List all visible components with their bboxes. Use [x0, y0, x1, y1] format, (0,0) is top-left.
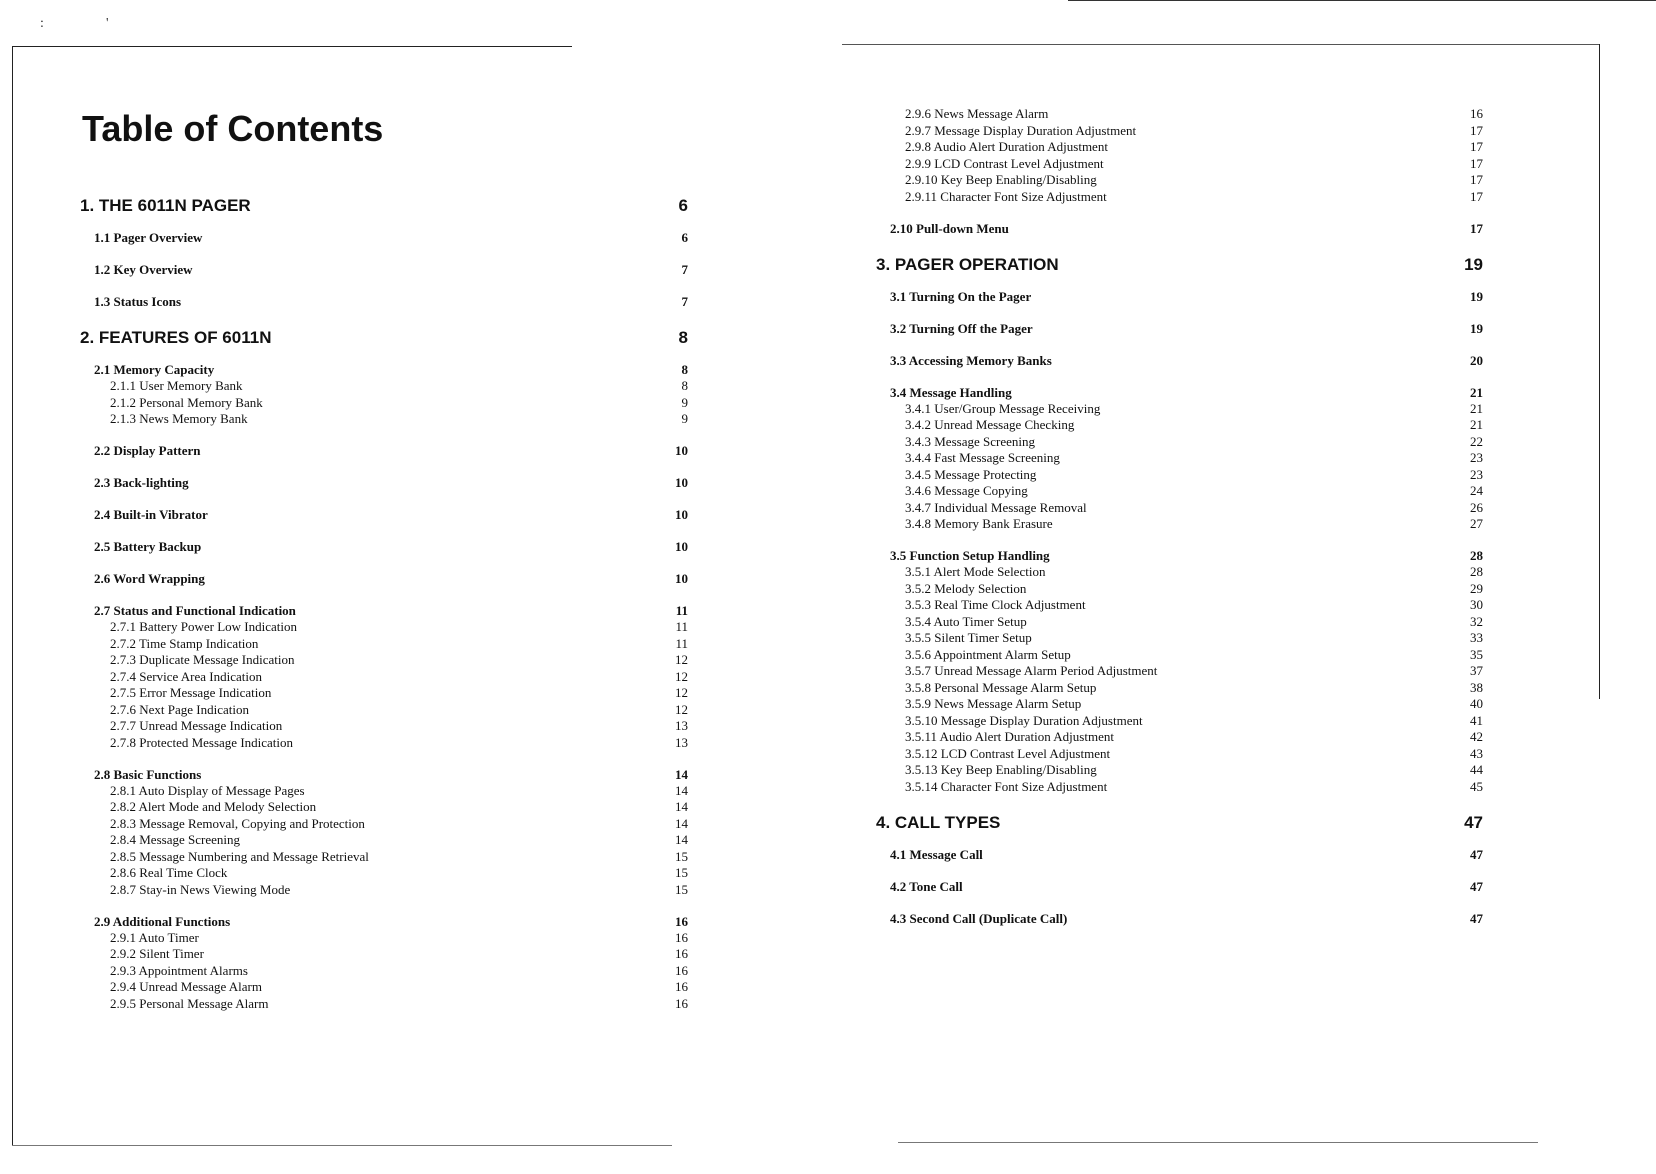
toc-entry-page-number: 43 — [1470, 745, 1483, 761]
toc-entry-label: 2.9.6 News Message Alarm — [905, 106, 1049, 121]
toc-entry-label: 3.5.3 Real Time Clock Adjustment — [905, 597, 1086, 612]
toc-entry — [94, 228, 688, 248]
toc-entry-page-number: 26 — [1470, 499, 1483, 515]
toc-entry-label: 3.4.6 Message Copying — [905, 483, 1028, 498]
toc-entry-page-number: 21 — [1470, 384, 1483, 400]
toc-entry-page-number: 35 — [1470, 646, 1483, 662]
toc-entry-label: 3.5.9 News Message Alarm Setup — [905, 696, 1082, 711]
toc-entry-label: 4.2 Tone Call — [890, 878, 963, 894]
toc-entry-label: 3.4.4 Fast Message Screening — [905, 450, 1060, 465]
toc-entry-label: 2.8.7 Stay-in News Viewing Mode — [110, 881, 291, 897]
toc-entry-page-number: 22 — [1470, 433, 1483, 449]
toc-entry-label: 3.5.4 Auto Timer Setup — [905, 613, 1027, 629]
toc-entry-page-number: 13 — [675, 718, 688, 733]
toc-entry-label: 3.4.3 Message Screening — [905, 433, 1035, 449]
toc-entry-page-number: 47 — [1470, 878, 1483, 894]
toc-entry — [905, 187, 1483, 207]
toc-entry-label: 2.8 Basic Functions — [94, 766, 202, 782]
toc-right-column — [828, 0, 1656, 1174]
toc-entry-label: 3.5.1 Alert Mode Selection — [905, 564, 1046, 579]
toc-entry-label: 4.1 Message Call — [890, 846, 983, 862]
toc-entry-label: 2.7.1 Battery Power Low Indication — [110, 619, 298, 634]
toc-entry-page-number: 16 — [675, 913, 688, 929]
toc-entry-label: 2.9.7 Message Display Duration Adjustment — [905, 122, 1137, 138]
toc-entry-page-number: 12 — [675, 652, 688, 667]
toc-entry-page-number: 16 — [675, 995, 688, 1011]
toc-entry-label: 1. THE 6011N PAGER — [80, 196, 251, 215]
toc-entry-page-number: 42 — [1470, 729, 1483, 744]
toc-entry-label: 3.4.2 Unread Message Checking — [905, 417, 1075, 432]
toc-entry — [890, 319, 1483, 339]
toc-entry-label: 2.10 Pull-down Menu — [890, 220, 1009, 236]
toc-entry-label: 3.5.2 Melody Selection — [905, 580, 1027, 596]
toc-entry-label: 3.4 Message Handling — [890, 384, 1012, 400]
toc-entry-page-number: 13 — [675, 734, 688, 750]
toc-entry-label: 2.7.5 Error Message Indication — [110, 685, 272, 700]
toc-entry-label: 3.5.5 Silent Timer Setup — [905, 630, 1032, 645]
toc-entry-label: 2.7.4 Service Area Indication — [110, 668, 262, 684]
toc-entry-page-number: 19 — [1470, 288, 1483, 304]
toc-entry-page-number: 23 — [1470, 466, 1483, 482]
toc-entry-page-number: 11 — [675, 603, 688, 618]
toc-entry-label: 4.3 Second Call (Duplicate Call) — [890, 910, 1068, 926]
toc-entry-label: 2.8.5 Message Numbering and Message Retrieval — [110, 848, 369, 864]
toc-entry-label: 2.9.2 Silent Timer — [110, 946, 204, 961]
toc-entry — [110, 409, 688, 429]
toc-entry — [94, 473, 688, 493]
toc-entry-page-number: 14 — [675, 832, 688, 847]
toc-entry-label: 3.5.13 Key Beep Enabling/Disabling — [905, 762, 1097, 777]
toc-entry-page-number: 12 — [675, 668, 688, 684]
toc-entry-label: 2.9.9 LCD Contrast Level Adjustment — [905, 155, 1104, 171]
toc-entry-label: 3.5.7 Unread Message Alarm Period Adjustment — [905, 663, 1158, 678]
toc-entry-label: 1.1 Pager Overview — [94, 230, 203, 245]
toc-entry-page-number: 14 — [675, 799, 688, 814]
right-page — [828, 0, 1656, 1174]
toc-entry-page-number: 29 — [1470, 580, 1483, 596]
toc-entry-page-number: 47 — [1470, 846, 1483, 862]
toc-entry-page-number: 21 — [1470, 417, 1483, 432]
toc-entry — [890, 877, 1483, 897]
toc-entry — [890, 845, 1483, 865]
toc-entry-label: 2.7.7 Unread Message Indication — [110, 718, 283, 733]
toc-entry-label: 3.5.14 Character Font Size Adjustment — [905, 778, 1108, 794]
toc-entry-page-number: 47 — [1470, 910, 1483, 926]
toc-entry-label: 2.7.2 Time Stamp Indication — [110, 635, 259, 651]
toc-entry-label: 2.6 Word Wrapping — [94, 571, 205, 586]
toc-section-heading — [80, 328, 688, 348]
toc-entry-label: 2.8.1 Auto Display of Message Pages — [110, 782, 305, 798]
toc-entry-label: 3.5.12 LCD Contrast Level Adjustment — [905, 745, 1111, 761]
toc-entry-label: 3.5 Function Setup Handling — [890, 548, 1050, 563]
toc-entry-page-number: 19 — [1464, 254, 1483, 274]
toc-entry-label: 2.1.3 News Memory Bank — [110, 411, 248, 426]
toc-entry — [110, 733, 688, 753]
toc-entry-label: 2.3 Back-lighting — [94, 475, 189, 490]
toc-entry-page-number: 15 — [675, 865, 688, 880]
toc-entry-page-number: 27 — [1470, 516, 1483, 531]
toc-entry-page-number: 33 — [1470, 630, 1483, 645]
toc-entry-label: 4. CALL TYPES — [876, 812, 1001, 832]
toc-entry-label: 2.8.6 Real Time Clock — [110, 865, 228, 880]
toc-entry-page-number: 16 — [675, 929, 688, 945]
toc-entry — [890, 287, 1483, 307]
toc-entry-label: 2.7.3 Duplicate Message Indication — [110, 652, 295, 667]
toc-entry-page-number: 10 — [675, 507, 688, 522]
toc-section-heading — [876, 255, 1483, 275]
toc-entry-label: 2.8.3 Message Removal, Copying and Protection — [110, 815, 365, 831]
toc-entry-page-number: 44 — [1470, 762, 1483, 777]
toc-entry-label: 3.4.7 Individual Message Removal — [905, 499, 1087, 515]
toc-entry-label: 2.9.5 Personal Message Alarm — [110, 995, 269, 1011]
toc-entry-page-number: 12 — [675, 685, 688, 700]
toc-entry — [94, 292, 688, 312]
toc-entry-page-number: 38 — [1470, 679, 1483, 695]
toc-entry-label: 3.5.11 Audio Alert Duration Adjustment — [905, 729, 1114, 744]
toc-entry-page-number: 20 — [1470, 352, 1483, 368]
toc-entry-page-number: 17 — [1470, 188, 1483, 204]
toc-entry-label: 2.5 Battery Backup — [94, 539, 202, 554]
toc-entry-page-number: 8 — [678, 328, 688, 347]
toc-entry-label: 2.9.10 Key Beep Enabling/Disabling — [905, 172, 1097, 187]
toc-entry-page-number: 21 — [1470, 400, 1483, 416]
toc-entry-label: 3.5.8 Personal Message Alarm Setup — [905, 679, 1097, 695]
page-title: Table of Contents — [82, 108, 384, 149]
toc-entry-label: 3.4.1 User/Group Message Receiving — [905, 400, 1101, 416]
toc-entry-label: 3.5.10 Message Display Duration Adjustment — [905, 712, 1143, 728]
toc-entry-label: 3.3 Accessing Memory Banks — [890, 352, 1052, 368]
toc-entry-label: 2.8.4 Message Screening — [110, 832, 240, 847]
toc-entry-label: 2.9.11 Character Font Size Adjustment — [905, 188, 1107, 204]
toc-entry-label: 3.2 Turning Off the Pager — [890, 320, 1033, 336]
toc-entry-page-number: 28 — [1470, 548, 1483, 563]
toc-entry-page-number: 7 — [681, 262, 688, 277]
toc-entry — [890, 219, 1483, 239]
toc-entry-label: 2.1.2 Personal Memory Bank — [110, 394, 263, 410]
toc-entry-page-number: 41 — [1470, 712, 1483, 728]
toc-entry-page-number: 16 — [675, 962, 688, 978]
toc-entry-page-number: 6 — [681, 230, 688, 245]
toc-entry-page-number: 9 — [681, 394, 688, 410]
toc-entry-page-number: 11 — [675, 619, 688, 634]
toc-entry-page-number: 14 — [675, 782, 688, 798]
toc-entry-page-number: 10 — [675, 475, 688, 490]
toc-entry-page-number: 9 — [681, 411, 688, 426]
toc-entry-page-number: 10 — [675, 539, 688, 554]
toc-entry-label: 2.9 Additional Functions — [94, 913, 231, 929]
toc-entry-label: 2.9.4 Unread Message Alarm — [110, 979, 262, 994]
toc-entry-page-number: 7 — [681, 294, 688, 309]
toc-entry-label: 2.7.8 Protected Message Indication — [110, 734, 294, 750]
toc-section-heading — [80, 196, 688, 216]
toc-entry — [94, 505, 688, 525]
toc-entry — [94, 260, 688, 280]
toc-entry-page-number: 17 — [1470, 155, 1483, 171]
toc-entry-page-number: 12 — [675, 701, 688, 717]
toc-entry-page-number: 14 — [675, 766, 688, 782]
toc-entry-page-number: 8 — [681, 362, 688, 377]
toc-entry — [94, 569, 688, 589]
toc-entry-page-number: 47 — [1464, 812, 1483, 832]
toc-entry-page-number: 15 — [675, 848, 688, 864]
toc-entry-page-number: 6 — [678, 196, 688, 215]
toc-entry-label: 2.9.3 Appointment Alarms — [110, 962, 248, 978]
toc-entry-page-number: 10 — [675, 443, 688, 458]
toc-entry — [890, 909, 1483, 929]
toc-entry-page-number: 14 — [675, 815, 688, 831]
toc-entry — [890, 351, 1483, 371]
toc-entry-page-number: 30 — [1470, 597, 1483, 612]
scan-mark: : — [40, 16, 44, 31]
toc-entry-page-number: 16 — [1470, 106, 1483, 121]
toc-entry-label: 3.1 Turning On the Pager — [890, 288, 1032, 304]
toc-entry-page-number: 16 — [675, 946, 688, 961]
toc-entry-label: 2.4 Built-in Vibrator — [94, 507, 208, 522]
toc-entry-label: 3.4.5 Message Protecting — [905, 466, 1037, 482]
toc-entry-page-number: 17 — [1470, 172, 1483, 187]
toc-entry — [94, 537, 688, 557]
toc-entry — [905, 514, 1483, 534]
toc-entry — [905, 777, 1483, 797]
toc-entry-label: 2.9.1 Auto Timer — [110, 929, 199, 945]
toc-entry-label: 2.1.1 User Memory Bank — [110, 378, 243, 393]
toc-entry-label: 1.3 Status Icons — [94, 294, 182, 309]
toc-entry-label: 3.5.6 Appointment Alarm Setup — [905, 646, 1071, 662]
toc-entry-page-number: 45 — [1470, 778, 1483, 794]
toc-entry-label: 3. PAGER OPERATION — [876, 254, 1059, 274]
toc-entry-page-number: 16 — [675, 979, 688, 994]
toc-section-heading — [876, 813, 1483, 833]
toc-entry-label: 2.7.6 Next Page Indication — [110, 701, 249, 717]
toc-entry-page-number: 28 — [1470, 564, 1483, 579]
toc-entry — [110, 994, 688, 1014]
toc-entry — [110, 880, 688, 900]
toc-entry-page-number: 8 — [681, 378, 688, 393]
toc-entry-label: 3.4.8 Memory Bank Erasure — [905, 516, 1053, 531]
toc-entry-page-number: 17 — [1470, 139, 1483, 154]
scan-mark: ' — [106, 16, 109, 31]
toc-entry-page-number: 11 — [675, 635, 688, 651]
toc-entry-label: 2.8.2 Alert Mode and Melody Selection — [110, 799, 317, 814]
toc-entry-label: 2.7 Status and Functional Indication — [94, 603, 296, 618]
toc-entry-page-number: 32 — [1470, 613, 1483, 629]
toc-entry-page-number: 10 — [675, 571, 688, 586]
toc-entry-page-number: 17 — [1470, 122, 1483, 138]
toc-entry-label: 2.2 Display Pattern — [94, 443, 201, 458]
toc-entry — [94, 441, 688, 461]
toc-entry-page-number: 40 — [1470, 696, 1483, 711]
toc-entry-page-number: 24 — [1470, 483, 1483, 498]
toc-entry-label: 2.9.8 Audio Alert Duration Adjustment — [905, 139, 1108, 154]
toc-entry-page-number: 15 — [675, 881, 688, 897]
toc-entry-label: 2.1 Memory Capacity — [94, 362, 215, 377]
toc-entry-label: 1.2 Key Overview — [94, 262, 193, 277]
toc-entry-page-number: 19 — [1470, 320, 1483, 336]
toc-entry-label: 2. FEATURES OF 6011N — [80, 328, 272, 347]
toc-entry-page-number: 23 — [1470, 450, 1483, 465]
toc-entry-page-number: 37 — [1470, 663, 1483, 678]
toc-entry-page-number: 17 — [1470, 220, 1483, 236]
